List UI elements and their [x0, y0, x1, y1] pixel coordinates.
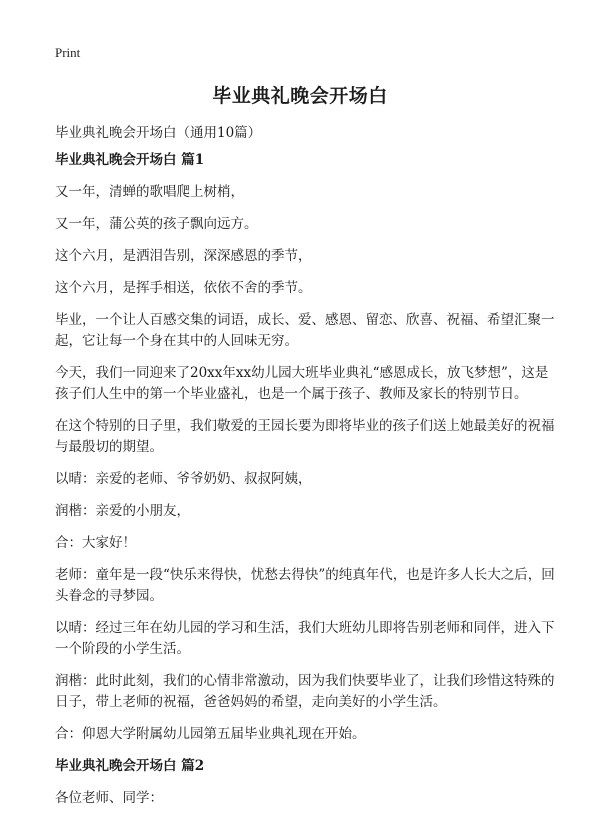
- paragraph: 各位老师、同学：: [55, 790, 163, 806]
- section-heading-2: 毕业典礼晚会开场白 篇2: [55, 758, 205, 774]
- article-body: [55, 150, 555, 820]
- paragraph: 又一年，蒲公英的孩子飘向远方。: [55, 216, 258, 232]
- paragraph: 合：仰恩大学附属幼儿园第五届毕业典礼现在开始。: [55, 726, 366, 742]
- page-subtitle: 毕业典礼晚会开场白（通用10篇）: [55, 125, 262, 141]
- paragraph: 老师：童年是一段“快乐来得快，忧愁去得快”的纯真年代，也是许多人长大之后，回头眷念的寻梦园。: [55, 567, 555, 604]
- paragraph: 以晴：经过三年在幼儿园的学习和生活，我们大班幼儿即将告别老师和同伴，进入下一个阶段的小学生活。: [55, 620, 555, 657]
- paragraph: 合：大家好！: [55, 535, 136, 551]
- section-heading-1: 毕业典礼晚会开场白 篇1: [55, 152, 205, 168]
- paragraph: 润楷：此时此刻，我们的心情非常激动，因为我们快要毕业了，让我们珍惜这特殊的日子，带上老师的祝福，爸爸妈妈的希望，走向美好的小学生活。: [55, 673, 555, 710]
- paragraph: 毕业，一个让人百感交集的词语，成长、爱、感恩、留恋、欣喜、祝福、希望汇聚一起，它让每一个身在其中的人回味无穷。: [55, 312, 555, 349]
- paragraph: 今天，我们一同迎来了20xx年xx幼儿园大班毕业典礼“感恩成长，放飞梦想”，这是孩子们人生中的第一个毕业盛礼，也是一个属于孩子、教师及家长的特别节日。: [55, 365, 549, 402]
- print-link[interactable]: Print: [55, 45, 81, 60]
- paragraph: 以晴：亲爱的老师、爷爷奶奶、叔叔阿姨，: [55, 471, 312, 487]
- paragraph: 润楷：亲爱的小朋友，: [55, 503, 190, 519]
- page-title: 毕业典礼晚会开场白: [212, 85, 388, 107]
- paragraph: 又一年，清蝉的歌唱爬上树梢，: [55, 184, 244, 200]
- paragraph: 在这个特别的日子里，我们敬爱的王园长要为即将毕业的孩子们送上她最美好的祝福与最殷切的期望。: [55, 418, 555, 455]
- paragraph: 这个六月，是洒泪告别，深深感恩的季节，: [55, 248, 312, 264]
- paragraph: 这个六月，是挥手相送，依依不舍的季节。: [55, 280, 312, 296]
